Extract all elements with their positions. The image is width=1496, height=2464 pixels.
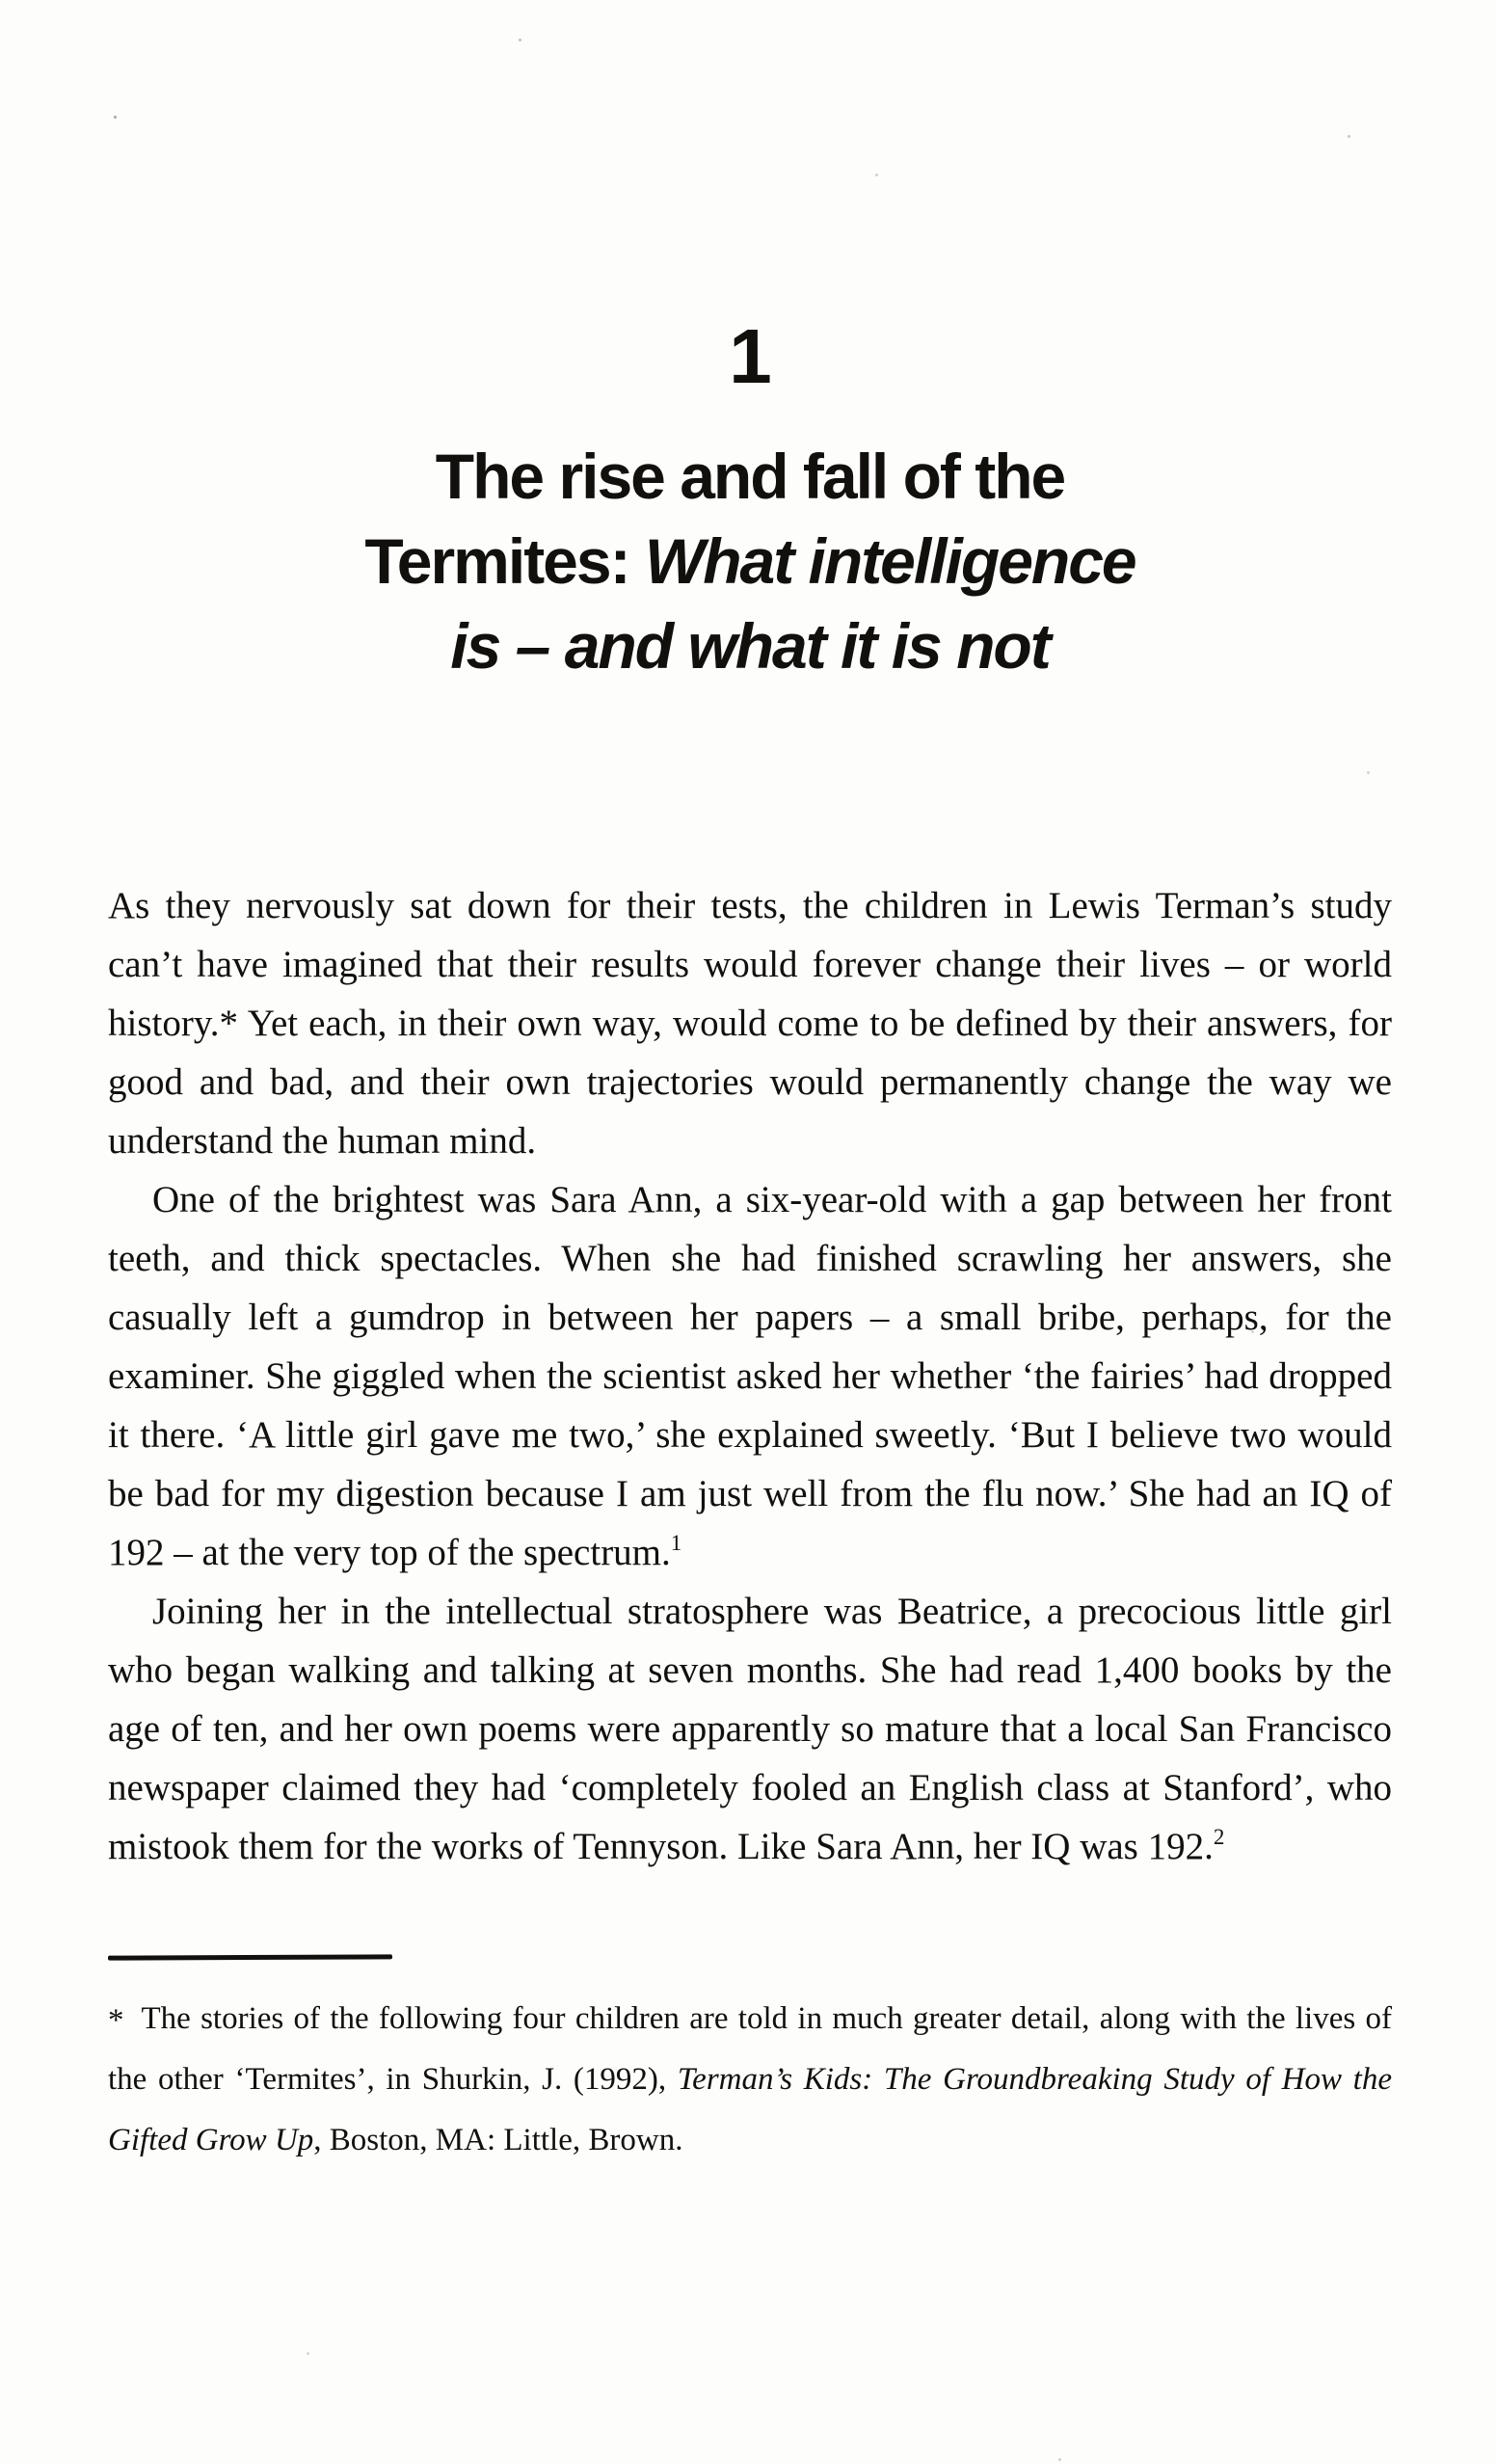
scan-noise — [114, 116, 117, 119]
chapter-title-line-2 — [108, 519, 1392, 603]
chapter-number: 1 — [729, 313, 771, 399]
paragraph-3 — [108, 1582, 1392, 1876]
chapter-title-line-2-italic: What intelligence — [644, 525, 1135, 597]
paragraph-2 — [108, 1170, 1392, 1582]
footnote-reference-1: 1 — [670, 1531, 682, 1555]
footnote-book-title: Terman’s Kids: The Groundbreaking Study of How the Gifted Grow Up — [108, 2062, 1392, 2157]
footnote-reference-2: 2 — [1213, 1825, 1225, 1849]
footnote — [108, 1989, 1392, 2171]
chapter-title-line-3-italic: is – and what it is not — [450, 610, 1050, 682]
footnote-marker: * — [108, 2003, 124, 2038]
footnote-separator-rule — [108, 1954, 392, 1960]
paragraph-2-text: One of the brightest was Sara Ann, a six-year-old with a gap between her front teeth, and thick spectacles. When she had finished scrawling her answers, she casually left a gumdrop in between her papers – a small bribe, perhaps, for the examiner. She giggled when the scientist asked her whether ‘the fairies’ had dropped it there. ‘A little girl gave me two,’ she explained sweetly. ‘But I believe two would be bad for my digestion because I am just well from the flu now.’ She had an IQ of 192 – at the very top of the spectrum. — [108, 1179, 1392, 1573]
chapter-title-line-2-upright: Termites: — [364, 525, 645, 597]
footnote-text-before-title: The stories of the following four children are told in much greater detail, along with the lives of the other ‘Termites’, in Shurkin, J. (1992), — [108, 2001, 1392, 2097]
footnote-text-after-title: , Boston, MA: Little, Brown. — [313, 2123, 683, 2157]
chapter-body — [108, 876, 1392, 1876]
page-content — [0, 313, 1496, 2171]
chapter-title-line-3 — [108, 603, 1392, 688]
chapter-title — [108, 434, 1392, 688]
paragraph-3-text: Joining her in the intellectual stratosphere was Beatrice, a precocious little girl who began walking and talking at seven months. She had read 1,400 books by the age of ten, and her own poems were apparently so mature that a local San Francisco newspaper claimed they had ‘completely fooled an English class at Stanford’, who mistook them for the works of Tennyson. Like Sara Ann, her IQ was 192. — [108, 1591, 1392, 1867]
chapter-title-line-1: The rise and fall of the — [435, 441, 1065, 512]
paragraph-1: As they nervously sat down for their tests, the children in Lewis Terman’s study can’t have imagined that their results would forever change their lives – or world history.* Yet each, in their own way, would come to be defined by their answers, for good and bad, and their own trajectories would permanently change the way we understand the human mind. — [108, 885, 1392, 1162]
